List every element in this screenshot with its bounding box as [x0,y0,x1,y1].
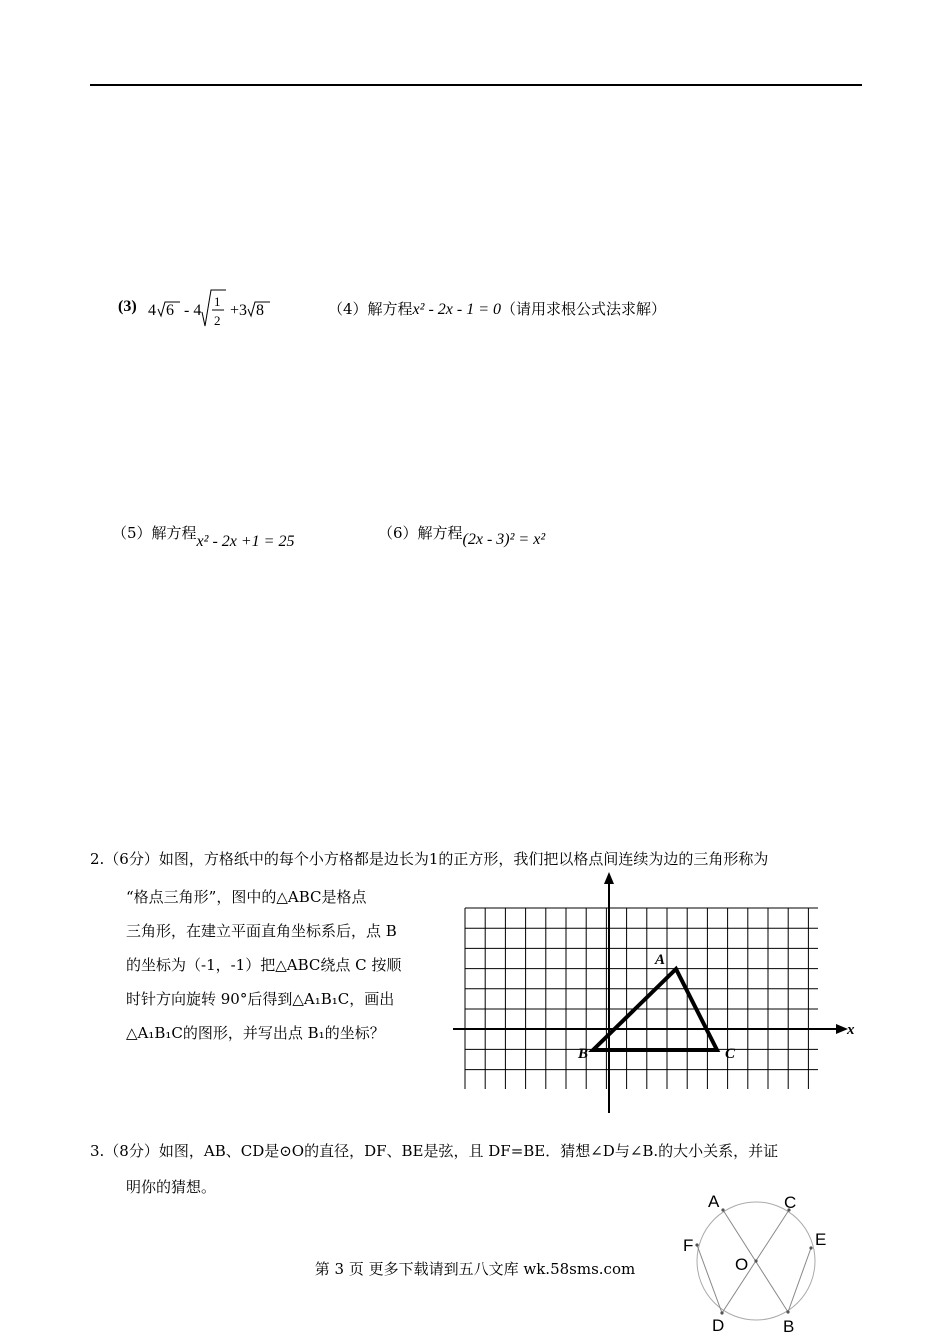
problem-4-equation: x² - 2x - 1 = 0 [412,301,501,318]
point-label-a: A [655,952,666,968]
problem-5-label: （5）解方程 [112,524,197,542]
q3-line-2: 明你的猜想。 [126,1178,217,1196]
problem-5-equation: x² - 2x +1 = 25 [196,533,295,550]
chord-df [697,1245,722,1313]
q2-line-4: 时针方向旋转 90°后得到△A₁B₁C，画出 [126,990,395,1008]
point-d [720,1311,723,1314]
problem-3-expression [148,286,298,334]
q2-lead: 2.（6分）如图，方格纸中的每个小方格都是边长为1的正方形，我们把以格点间连续为边的三角形称为 [90,850,769,868]
expr-num: 1 [214,294,221,309]
q2-line-2: 三角形，在建立平面直角坐标系后，点 B [126,922,397,940]
label-a: A [708,1192,720,1211]
expr-plus-3: +3 [230,302,248,319]
problem-5 [112,522,295,550]
problem-4-label: （4）解方程 [328,300,413,318]
label-d: D [712,1316,725,1335]
header-rule [90,84,862,86]
point-f [695,1243,698,1246]
point-b [786,1310,789,1313]
problem-3 [118,296,137,316]
label-c: C [784,1193,797,1212]
q2-line-1: “格点三角形”，图中的△ABC是格点 [126,888,367,906]
q2-body [126,880,438,1050]
label-e: E [815,1230,827,1249]
grid-figure [448,868,868,1118]
grid-lines [465,908,818,1089]
q2-line-3: 的坐标为（-1，-1）把△ABC绕点 C 按顺 [126,956,402,974]
page-footer: 第 3 页 更多下载请到五八文库 wk.58sms.com [314,1260,636,1278]
label-o: O [735,1255,749,1274]
expr-coef-1: 4 [148,302,156,319]
y-axis-arrow [604,872,614,884]
x-axis-label: x [847,1022,855,1038]
problem-3-label: (3) [118,298,137,315]
point-label-c: C [725,1046,736,1062]
point-a [721,1208,724,1211]
problem-4-note: （请用求根公式法求解） [501,300,667,318]
point-e [809,1246,812,1249]
label-f: F [683,1236,694,1255]
label-b: B [783,1317,795,1336]
expr-rad-3: 8 [256,302,264,319]
expr-den: 2 [214,313,221,328]
problem-4 [328,298,666,319]
point-label-b: B [578,1046,589,1062]
q3-lead: 3.（8分）如图，AB、CD是⊙O的直径，DF、BE是弦，且 DF=BE．猜想∠D与∠B.的大小关系，并证 [90,1142,779,1160]
problem-6-equation: (2x - 3)² = x² [462,531,546,548]
problem-6 [378,522,546,548]
problem-6-label: （6）解方程 [378,524,463,542]
expr-minus-4: - 4 [184,302,202,319]
q2-line-5: △A₁B₁C的图形，并写出点 B₁的坐标？ [126,1024,385,1042]
expr-rad-1: 6 [166,302,174,319]
